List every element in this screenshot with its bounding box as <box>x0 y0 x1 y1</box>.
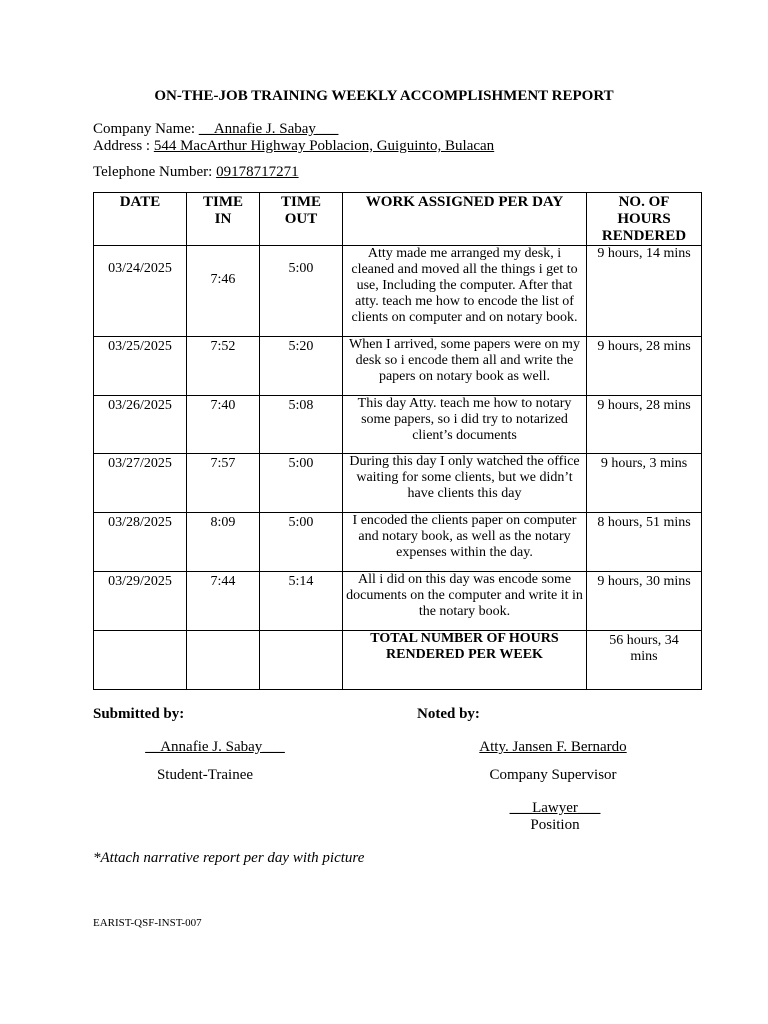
cell-work: This day Atty. teach me how to notary some papers, so i did try to notarized client’s documents <box>343 396 587 454</box>
header-date: DATE <box>94 193 187 246</box>
total-row <box>94 631 702 690</box>
cell-date: 03/25/2025 <box>94 337 187 396</box>
table-row <box>94 337 702 396</box>
cell-time-in: 7:57 <box>187 454 260 513</box>
submitted-by-label: Submitted by: <box>93 706 185 722</box>
table-row <box>94 454 702 513</box>
cell-date: 03/27/2025 <box>94 454 187 513</box>
student-signature-name: __Annafie J. Sabay___ <box>145 739 285 755</box>
cell-time-out: 5:00 <box>260 454 343 513</box>
cell-time-out: 5:20 <box>260 337 343 396</box>
cell-time-out: 5:08 <box>260 396 343 454</box>
total-empty-cell <box>260 631 343 690</box>
cell-work: When I arrived, some papers were on my desk so i encode them all and write the papers on notary book as well. <box>343 337 587 396</box>
address-label: Address : <box>93 138 151 154</box>
telephone-label: Telephone Number: <box>93 164 213 180</box>
table-row <box>94 246 702 337</box>
attachment-note: *Attach narrative report per day with picture <box>93 850 365 866</box>
header-time-in: TIME IN <box>187 193 260 246</box>
cell-date: 03/28/2025 <box>94 513 187 572</box>
cell-date: 03/29/2025 <box>94 572 187 631</box>
company-name-line <box>93 121 338 138</box>
cell-work: During this day I only watched the office waiting for some clients, but we didn’t have clients this day <box>343 454 587 513</box>
address-value: 544 MacArthur Highway Poblacion, Guiguinto, Bulacan <box>153 138 495 154</box>
header-time-out: TIME OUT <box>260 193 343 246</box>
position-label: Position <box>530 817 580 833</box>
cell-hours: 9 hours, 28 mins <box>587 337 702 396</box>
cell-work: I encoded the clients paper on computer and notary book, as well as the notary expenses within the day. <box>343 513 587 572</box>
cell-time-in: 8:09 <box>187 513 260 572</box>
cell-time-out: 5:00 <box>260 513 343 572</box>
address-line <box>93 138 494 155</box>
supervisor-signature-name: Atty. Jansen F. Bernardo <box>479 739 627 755</box>
cell-time-in: 7:52 <box>187 337 260 396</box>
cell-hours: 8 hours, 51 mins <box>587 513 702 572</box>
cell-hours: 9 hours, 28 mins <box>587 396 702 454</box>
cell-work: Atty made me arranged my desk, i cleaned and moved all the things i get to use, Including the computer. After that atty. teach me how to encode the list of clients on computer and on notary book. <box>343 246 587 337</box>
cell-date: 03/24/2025 <box>94 246 187 337</box>
total-empty-cell <box>187 631 260 690</box>
report-title: ON-THE-JOB TRAINING WEEKLY ACCOMPLISHMENT REPORT <box>154 88 614 104</box>
cell-hours: 9 hours, 14 mins <box>587 246 702 337</box>
company-name-label: Company Name: <box>93 121 196 137</box>
table-row <box>94 572 702 631</box>
total-empty-cell <box>94 631 187 690</box>
total-label: TOTAL NUMBER OF HOURS RENDERED PER WEEK <box>343 631 587 690</box>
telephone-line <box>93 164 299 181</box>
table-header-row <box>94 193 702 246</box>
form-code: EARIST-QSF-INST-007 <box>93 917 202 929</box>
cell-time-in: 7:40 <box>187 396 260 454</box>
accomplishment-table <box>93 192 702 690</box>
header-hours-rendered: NO. OF HOURS RENDERED <box>587 193 702 246</box>
cell-time-in: 7:46 <box>187 246 260 337</box>
cell-work: All i did on this day was encode some documents on the computer and write it in the notary book. <box>343 572 587 631</box>
table-row <box>94 396 702 454</box>
position-value: ___Lawyer___ <box>509 800 601 816</box>
company-name-value: __Annafie J. Sabay___ <box>198 121 339 137</box>
student-role: Student-Trainee <box>156 767 254 783</box>
supervisor-role: Company Supervisor <box>489 767 617 783</box>
table-row <box>94 513 702 572</box>
cell-hours: 9 hours, 30 mins <box>587 572 702 631</box>
cell-time-out: 5:00 <box>260 246 343 337</box>
header-work-assigned: WORK ASSIGNED PER DAY <box>343 193 587 246</box>
cell-date: 03/26/2025 <box>94 396 187 454</box>
cell-hours: 9 hours, 3 mins <box>587 454 702 513</box>
noted-by-label: Noted by: <box>417 706 480 722</box>
cell-time-in: 7:44 <box>187 572 260 631</box>
total-value: 56 hours, 34 mins <box>587 631 702 690</box>
cell-time-out: 5:14 <box>260 572 343 631</box>
telephone-value: 09178717271 <box>216 164 299 180</box>
